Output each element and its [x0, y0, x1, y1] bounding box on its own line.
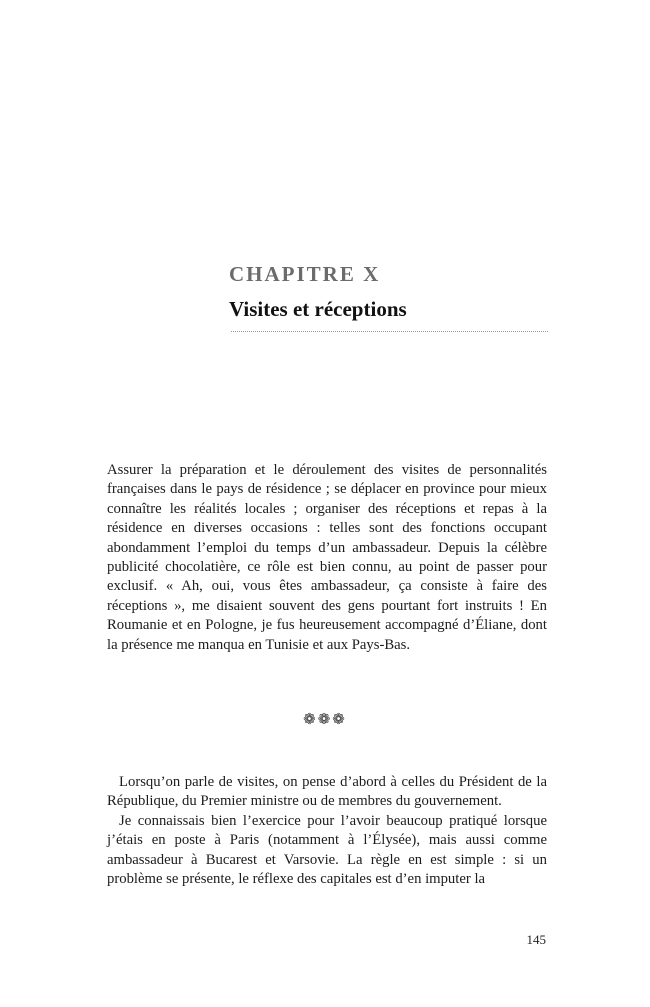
- body-paragraph: Assurer la préparation et le déroulement des visites de personnalités françaises dans le pays de résidence ; se déplacer en province pour mieux connaître les réalités locales ; organiser des réceptions et repas à la résidence en diverses occasions : telles sont des fonctions occupant abondamment l’emploi du temps d’un ambassadeur. Depuis la célèbre publicité chocolatière, ce rôle est bien connu, au point de passer pour exclusif. « Ah, oui, vous êtes ambassadeur, ça consiste à faire des réceptions », me disaient souvent des gens pourtant fort instruits ! En Roumanie et en Pologne, je fus heureusement accompagné d’Éliane, dont la présence me manqua en Tunisie et aux Pays-Bas.: [107, 462, 547, 653]
- title-divider: [231, 331, 548, 332]
- section-break-ornament: ❁❁❁: [303, 710, 347, 728]
- body-paragraph: Je connaissais bien l’exercice pour l’avoir beaucoup pratiqué lorsque j’étais en poste à Paris (notamment à l’Élysée), mais aussi comme ambassadeur à Bucarest et Varsovie. La règle en est simple : si un problème se présente, le réflexe des capitales est d’en imputer la: [107, 812, 547, 888]
- chapter-label: CHAPITRE X: [229, 262, 381, 286]
- page-number: 145: [526, 932, 546, 947]
- body-paragraph: Lorsqu’on parle de visites, on pense d’abord à celles du Président de la République, du Premier ministre ou de membres du gouvernement.: [107, 774, 547, 810]
- chapter-title: Visites et réceptions: [229, 297, 407, 321]
